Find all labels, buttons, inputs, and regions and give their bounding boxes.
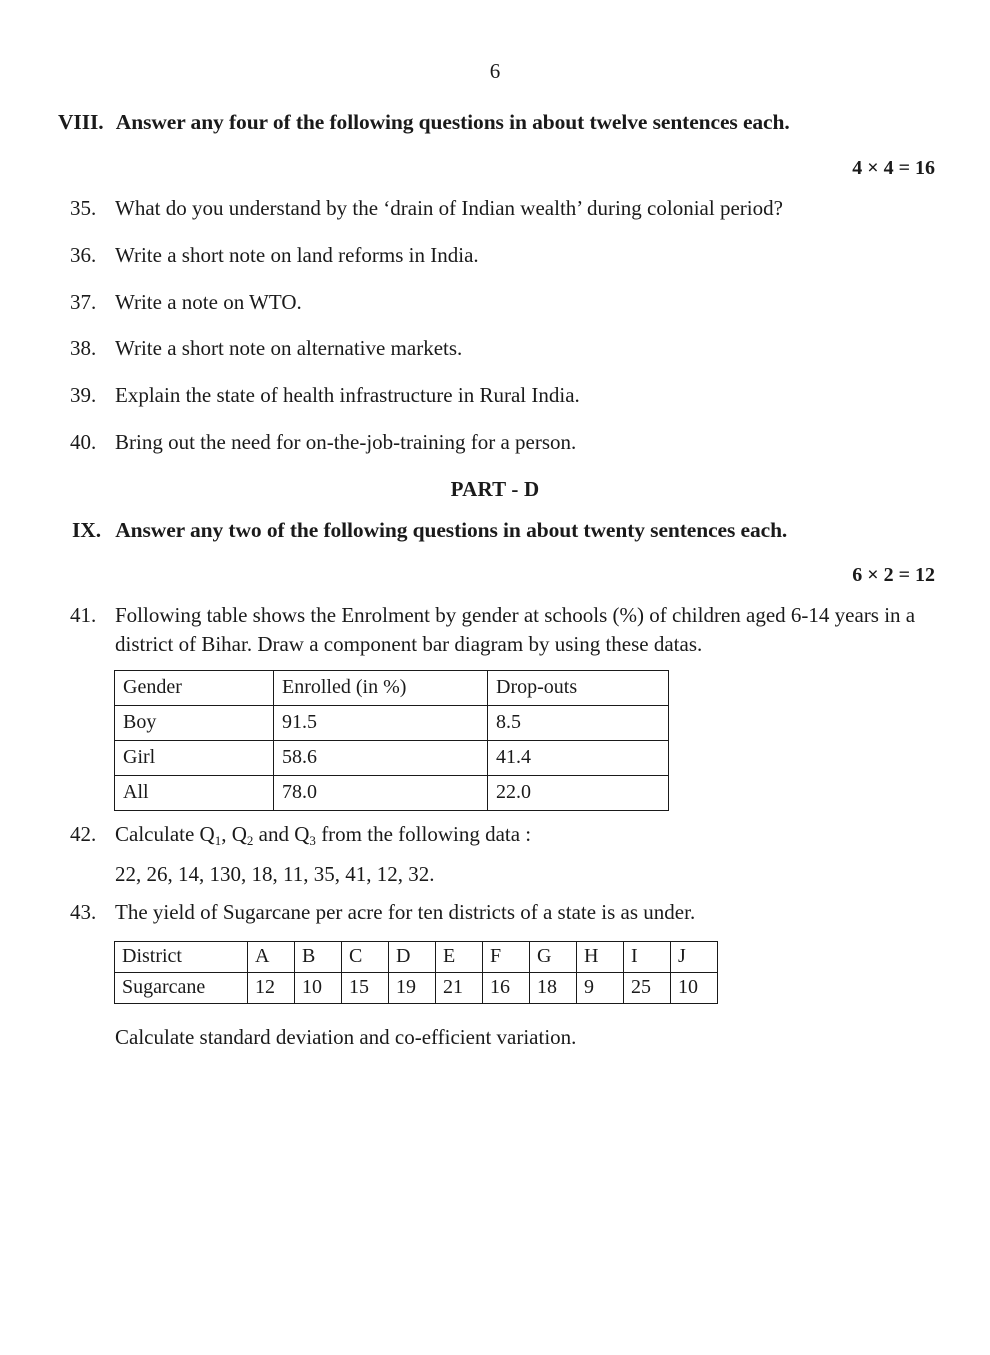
question-35 bbox=[70, 194, 950, 223]
enrolment-cell-boy-dropouts: 8.5 bbox=[488, 706, 669, 741]
enrolment-cell-all-gender: All bbox=[115, 776, 274, 811]
question-42-number: 42. bbox=[70, 822, 97, 846]
sugarcane-value-c: 15 bbox=[342, 973, 389, 1004]
question-38-number: 38. bbox=[70, 336, 97, 360]
sugarcane-value-g: 18 bbox=[530, 973, 577, 1004]
sugarcane-value-i: 25 bbox=[624, 973, 671, 1004]
sugarcane-value-b: 10 bbox=[295, 973, 342, 1004]
question-42-sub2: 2 bbox=[246, 832, 254, 848]
table-row bbox=[115, 942, 718, 973]
question-43-number: 43. bbox=[70, 900, 97, 924]
sugarcane-row-label-district: District bbox=[115, 942, 248, 973]
table-row bbox=[115, 741, 669, 776]
sugarcane-district-j: J bbox=[671, 942, 718, 973]
sugarcane-district-a: A bbox=[248, 942, 295, 973]
sugarcane-district-b: B bbox=[295, 942, 342, 973]
sugarcane-district-e: E bbox=[436, 942, 483, 973]
question-35-text: What do you understand by the ‘drain of Indian wealth’ during colonial period? bbox=[115, 196, 783, 220]
part-d-title: PART - D bbox=[450, 477, 540, 501]
enrolment-header-gender: Gender bbox=[115, 671, 274, 706]
question-37 bbox=[70, 288, 950, 317]
question-37-text: Write a note on WTO. bbox=[115, 290, 302, 314]
enrolment-cell-girl-enrolled: 58.6 bbox=[274, 741, 488, 776]
sugarcane-value-j: 10 bbox=[671, 973, 718, 1004]
question-39-number: 39. bbox=[70, 383, 97, 407]
sugarcane-district-d: D bbox=[389, 942, 436, 973]
table-row bbox=[115, 706, 669, 741]
question-40-number: 40. bbox=[70, 430, 97, 454]
question-41 bbox=[70, 601, 942, 659]
question-36 bbox=[70, 241, 950, 270]
enrolment-cell-girl-dropouts: 41.4 bbox=[488, 741, 669, 776]
table-row bbox=[115, 973, 718, 1004]
question-42-sub1: 1 bbox=[214, 832, 222, 848]
question-36-number: 36. bbox=[70, 243, 97, 267]
sugarcane-value-f: 16 bbox=[483, 973, 530, 1004]
question-40-text: Bring out the need for on-the-job-training for a person. bbox=[115, 430, 577, 454]
question-42-mid2: and Q bbox=[253, 822, 310, 846]
question-42-text bbox=[115, 820, 942, 849]
section-viii-heading bbox=[58, 108, 943, 136]
question-37-number: 37. bbox=[70, 290, 97, 314]
sugarcane-district-c: C bbox=[342, 942, 389, 973]
question-42-sub3: 3 bbox=[309, 832, 316, 848]
enrolment-cell-all-dropouts: 22.0 bbox=[488, 776, 669, 811]
sugarcane-value-e: 21 bbox=[436, 973, 483, 1004]
enrolment-cell-all-enrolled: 78.0 bbox=[274, 776, 488, 811]
question-39 bbox=[70, 381, 950, 410]
enrolment-table bbox=[114, 670, 669, 811]
enrolment-cell-boy-gender: Boy bbox=[115, 706, 274, 741]
enrolment-header-dropouts: Drop-outs bbox=[488, 671, 669, 706]
sugarcane-district-h: H bbox=[577, 942, 624, 973]
sugarcane-table bbox=[114, 941, 718, 1004]
question-38 bbox=[70, 334, 950, 363]
question-35-number: 35. bbox=[70, 196, 97, 220]
sugarcane-value-d: 19 bbox=[389, 973, 436, 1004]
section-ix-heading bbox=[72, 516, 952, 544]
section-viii-label: VIII. bbox=[58, 110, 104, 134]
question-41-text: Following table shows the Enrolment by gender at schools (%) of children aged 6-14 years in a district of Bihar. Draw a component bar diagram by using these datas. bbox=[115, 603, 916, 656]
sugarcane-value-a: 12 bbox=[248, 973, 295, 1004]
question-40 bbox=[70, 428, 950, 457]
question-36-text: Write a short note on land reforms in India. bbox=[115, 243, 479, 267]
question-42-data-line: 22, 26, 14, 130, 18, 11, 35, 41, 12, 32. bbox=[115, 862, 435, 886]
section-ix-label: IX. bbox=[72, 518, 101, 542]
enrolment-cell-girl-gender: Girl bbox=[115, 741, 274, 776]
question-42-prefix: Calculate Q bbox=[115, 822, 215, 846]
section-ix-marks: 6 × 2 = 12 bbox=[852, 564, 935, 586]
question-42-mid1: , Q bbox=[221, 822, 247, 846]
sugarcane-district-f: F bbox=[483, 942, 530, 973]
question-41-number: 41. bbox=[70, 603, 97, 627]
page-number: 6 bbox=[489, 59, 501, 83]
question-43-text: The yield of Sugarcane per acre for ten districts of a state is as under. bbox=[115, 900, 696, 924]
table-row bbox=[115, 776, 669, 811]
section-ix-heading-text: Answer any two of the following questions in about twenty sentences each. bbox=[115, 518, 788, 542]
sugarcane-district-g: G bbox=[530, 942, 577, 973]
question-38-text: Write a short note on alternative markets. bbox=[115, 336, 463, 360]
sugarcane-row-label-sugarcane: Sugarcane bbox=[115, 973, 248, 1004]
question-42-suffix: from the following data : bbox=[315, 822, 532, 846]
table-header-row bbox=[115, 671, 669, 706]
question-42 bbox=[70, 820, 942, 849]
question-39-text: Explain the state of health infrastructure in Rural India. bbox=[115, 383, 580, 407]
sugarcane-district-i: I bbox=[624, 942, 671, 973]
enrolment-cell-boy-enrolled: 91.5 bbox=[274, 706, 488, 741]
enrolment-header-enrolled: Enrolled (in %) bbox=[274, 671, 488, 706]
question-43 bbox=[70, 898, 942, 927]
sugarcane-value-h: 9 bbox=[577, 973, 624, 1004]
question-43-footer: Calculate standard deviation and co-efficient variation. bbox=[115, 1025, 577, 1049]
section-viii-heading-text: Answer any four of the following questions in about twelve sentences each. bbox=[115, 110, 790, 134]
section-viii-marks: 4 × 4 = 16 bbox=[852, 157, 935, 179]
